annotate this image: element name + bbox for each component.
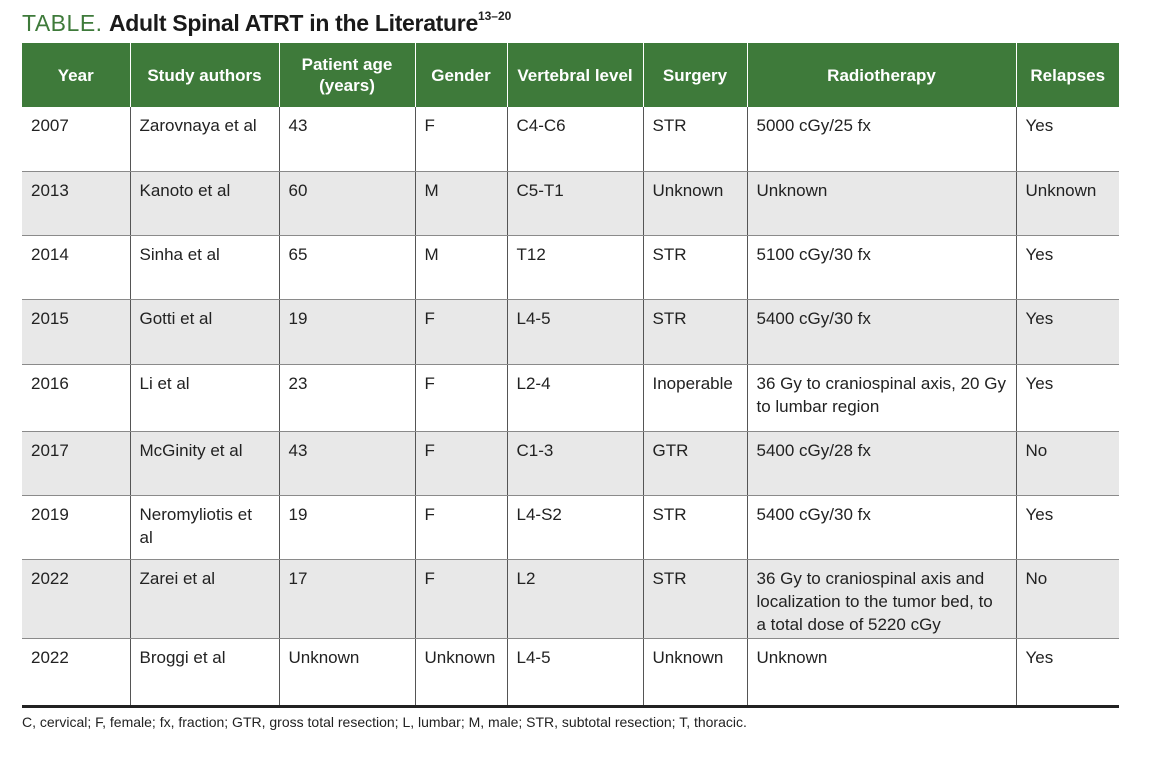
table-row <box>22 431 1119 495</box>
cell-radiotherapy: 36 Gy to craniospinal axis, 20 Gy to lumbar region <box>747 364 1016 431</box>
table-label: TABLE. <box>22 10 103 36</box>
cell-level: C1-3 <box>507 431 643 495</box>
cell-level: L2-4 <box>507 364 643 431</box>
cell-year: 2007 <box>22 107 130 171</box>
cell-level: C5-T1 <box>507 171 643 235</box>
cell-relapses: Yes <box>1016 495 1119 559</box>
cell-age: 60 <box>279 171 415 235</box>
cell-gender: F <box>415 107 507 171</box>
cell-age: 43 <box>279 431 415 495</box>
cell-authors: Gotti et al <box>130 299 279 364</box>
cell-relapses: Unknown <box>1016 171 1119 235</box>
cell-gender: F <box>415 495 507 559</box>
cell-age: Unknown <box>279 638 415 706</box>
cell-authors: Sinha et al <box>130 235 279 299</box>
cell-age: 65 <box>279 235 415 299</box>
column-header-radiotherapy: Radiotherapy <box>747 43 1016 107</box>
cell-surgery: Unknown <box>643 638 747 706</box>
cell-authors: Zarovnaya et al <box>130 107 279 171</box>
table-row <box>22 171 1119 235</box>
cell-relapses: Yes <box>1016 638 1119 706</box>
table-footnote: C, cervical; F, female; fx, fraction; GTR, gross total resection; L, lumbar; M, male; STR, subtotal resection; T, thoracic. <box>22 714 747 730</box>
column-header-patient-age: Patient age (years) <box>279 43 415 107</box>
cell-gender: M <box>415 235 507 299</box>
cell-authors: Kanoto et al <box>130 171 279 235</box>
column-header-surgery: Surgery <box>643 43 747 107</box>
column-header-gender: Gender <box>415 43 507 107</box>
column-header-study-authors: Study authors <box>130 43 279 107</box>
cell-surgery: STR <box>643 235 747 299</box>
cell-level: L4-5 <box>507 638 643 706</box>
cell-gender: F <box>415 431 507 495</box>
cell-authors: Broggi et al <box>130 638 279 706</box>
cell-surgery: Unknown <box>643 171 747 235</box>
cell-gender: F <box>415 299 507 364</box>
table-row <box>22 559 1119 638</box>
cell-year: 2017 <box>22 431 130 495</box>
cell-relapses: Yes <box>1016 235 1119 299</box>
cell-gender: M <box>415 171 507 235</box>
header-row <box>22 43 1119 107</box>
cell-level: L4-5 <box>507 299 643 364</box>
cell-authors: McGinity et al <box>130 431 279 495</box>
table-row <box>22 235 1119 299</box>
cell-radiotherapy: 5000 cGy/25 fx <box>747 107 1016 171</box>
column-header-vertebral-level: Vertebral level <box>507 43 643 107</box>
cell-level: T12 <box>507 235 643 299</box>
cell-relapses: Yes <box>1016 364 1119 431</box>
cell-year: 2022 <box>22 559 130 638</box>
cell-year: 2013 <box>22 171 130 235</box>
cell-relapses: No <box>1016 431 1119 495</box>
cell-relapses: Yes <box>1016 107 1119 171</box>
table-title <box>22 10 511 37</box>
cell-radiotherapy: Unknown <box>747 171 1016 235</box>
title-citation-superscript: 13–20 <box>477 9 512 24</box>
cell-radiotherapy: 5400 cGy/30 fx <box>747 495 1016 559</box>
cell-relapses: No <box>1016 559 1119 638</box>
cell-surgery: Inoperable <box>643 364 747 431</box>
cell-radiotherapy: 5400 cGy/28 fx <box>747 431 1016 495</box>
cell-gender: F <box>415 559 507 638</box>
cell-relapses: Yes <box>1016 299 1119 364</box>
cell-radiotherapy: 36 Gy to craniospinal axis and localization to the tumor bed, to a total dose of 5220 cGy <box>747 559 1016 638</box>
cell-year: 2022 <box>22 638 130 706</box>
cell-surgery: GTR <box>643 431 747 495</box>
cell-age: 19 <box>279 495 415 559</box>
cell-authors: Zarei et al <box>130 559 279 638</box>
cell-surgery: STR <box>643 299 747 364</box>
table-row <box>22 364 1119 431</box>
cell-level: L2 <box>507 559 643 638</box>
cell-year: 2019 <box>22 495 130 559</box>
cell-authors: Neromyliotis et al <box>130 495 279 559</box>
table-row <box>22 638 1119 706</box>
table-row <box>22 107 1119 171</box>
cell-surgery: STR <box>643 107 747 171</box>
cell-authors: Li et al <box>130 364 279 431</box>
cell-year: 2015 <box>22 299 130 364</box>
cell-level: L4-S2 <box>507 495 643 559</box>
cell-age: 17 <box>279 559 415 638</box>
cell-surgery: STR <box>643 495 747 559</box>
cell-age: 23 <box>279 364 415 431</box>
column-header-year: Year <box>22 43 130 107</box>
cell-age: 43 <box>279 107 415 171</box>
cell-year: 2016 <box>22 364 130 431</box>
literature-table <box>22 43 1119 708</box>
table-row <box>22 299 1119 364</box>
column-header-relapses: Relapses <box>1016 43 1119 107</box>
cell-level: C4-C6 <box>507 107 643 171</box>
cell-year: 2014 <box>22 235 130 299</box>
cell-radiotherapy: 5100 cGy/30 fx <box>747 235 1016 299</box>
cell-gender: F <box>415 364 507 431</box>
cell-radiotherapy: Unknown <box>747 638 1016 706</box>
cell-age: 19 <box>279 299 415 364</box>
cell-radiotherapy: 5400 cGy/30 fx <box>747 299 1016 364</box>
cell-surgery: STR <box>643 559 747 638</box>
table-row <box>22 495 1119 559</box>
table-title-text: Adult Spinal ATRT in the Literature <box>108 10 478 36</box>
cell-gender: Unknown <box>415 638 507 706</box>
